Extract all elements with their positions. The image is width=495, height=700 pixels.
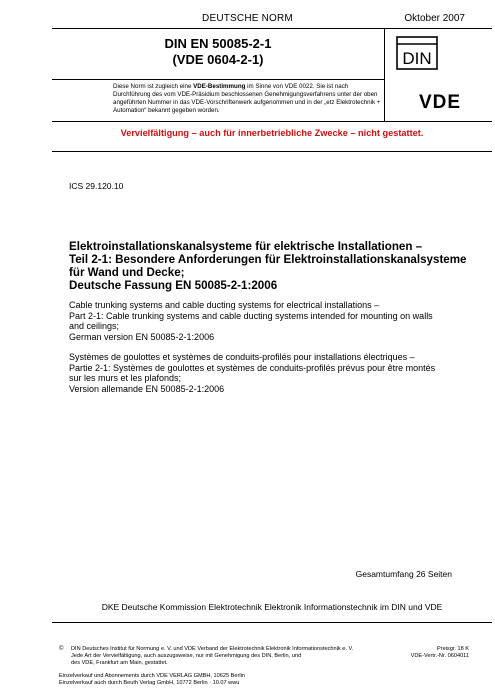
vde-logo-text: VDE xyxy=(418,92,462,110)
warning-bottom-rule xyxy=(52,151,492,152)
ics-code: ICS 29.120.10 xyxy=(69,181,124,191)
french-title-line: Version allemande EN 50085-2-1:2006 xyxy=(69,383,225,394)
price-group: Preisgr. 18 K xyxy=(436,646,469,652)
vde-order-number: VDE-Vertr.-Nr. 0604011 xyxy=(410,653,469,659)
english-title-line: and ceilings; xyxy=(69,321,120,331)
german-title-line: Elektroinstallationskanalsysteme für elektrische Installationen – xyxy=(69,240,423,253)
vde-number: (VDE 0604-2-1) xyxy=(172,52,264,67)
english-title-line: Part 2-1: Cable trunking systems and cable ducting systems intended for mounting on walls xyxy=(69,310,433,321)
logo-divider xyxy=(384,28,385,121)
copyright-line: DIN Deutsches Institut für Normung e. V. und VDE Verband der Elektrotechnik Elektronik Informationstechnik e. V. xyxy=(71,646,354,652)
publication-date: Oktober 2007 xyxy=(404,13,465,24)
french-title xyxy=(69,352,474,394)
note-text-bold: VDE-Bestimmung xyxy=(193,83,246,90)
vde-regulation-note xyxy=(113,83,381,115)
english-title-line: German version EN 50085-2-1:2006 xyxy=(69,331,215,342)
french-title-line: Partie 2-1: Systèmes de goulottes et systèmes de conduits-profilés prévus pour être montés xyxy=(69,362,436,373)
german-title-line: für Wand und Decke; xyxy=(69,266,185,279)
french-title-line: sur les murs et les plafonds; xyxy=(69,373,182,383)
german-title xyxy=(69,240,469,292)
title-bottom-rule xyxy=(52,79,384,80)
vde-logo-icon xyxy=(405,92,475,110)
distribution-info xyxy=(59,673,245,687)
copyright-symbol: © xyxy=(59,646,64,652)
top-rule xyxy=(52,28,492,29)
din-logo-icon xyxy=(396,36,438,70)
copyright-line: des VDE, Frankfurt am Main, gestattet. xyxy=(71,660,168,666)
dke-commission: DKE Deutsche Kommission Elektrotechnik Elektronik Informationstechnik im DIN und VDE xyxy=(101,602,443,612)
page-count: Gesamtumfang 26 Seiten xyxy=(355,569,452,579)
price-info xyxy=(411,646,469,660)
din-logo-text: DIN xyxy=(402,49,432,68)
english-title-line: Cable trunking systems and cable ducting systems for electrical installations – xyxy=(69,300,380,310)
french-title-line: Systèmes de goulottes et systèmes de conduits-profilés pour installations électriques – xyxy=(69,352,415,362)
note-bottom-rule xyxy=(52,121,492,122)
note-text-2: im Sinne von VDE 0022. Sie ist nach Durchführung des vom VDE-Präsidium beschlossenen Genehmigungsverfahrens unter der oben angeführten Nummer in das VDE-Vorschriftenwerk aufgenommen und in der „etz Elektrotechnik + Automation“ bekannt gegeben worden. xyxy=(113,83,381,114)
din-number: DIN EN 50085-2-1 xyxy=(164,36,272,51)
english-title xyxy=(69,300,474,342)
note-text-1: Diese Norm ist zugleich eine xyxy=(113,83,194,90)
copyright-line: Jede Art der Vervielfältigung, auch auszugsweise, nur mit Genehmigung des DIN, Berlin, und xyxy=(71,653,302,659)
dke-bottom-rule xyxy=(52,622,492,623)
document-number-box xyxy=(52,30,384,77)
reproduction-warning: Vervielfältigung – auch für innerbetriebliche Zwecke – nicht gestattet. xyxy=(120,128,424,138)
standard-type-label: DEUTSCHE NORM xyxy=(202,13,293,24)
distribution-line: Einzelverkauf auch durch Beuth Verlag GmbH, 10772 Berlin · 10.07 wwu xyxy=(59,680,240,686)
distribution-line: Einzelverkauf und Abonnements durch VDE VERLAG GMBH, 10625 Berlin xyxy=(59,673,245,679)
copyright-notice xyxy=(59,646,399,667)
german-title-line: Deutsche Fassung EN 50085-2-1:2006 xyxy=(69,279,278,292)
german-title-line: Teil 2-1: Besondere Anforderungen für Elektroinstallationskanalsysteme xyxy=(69,253,467,266)
